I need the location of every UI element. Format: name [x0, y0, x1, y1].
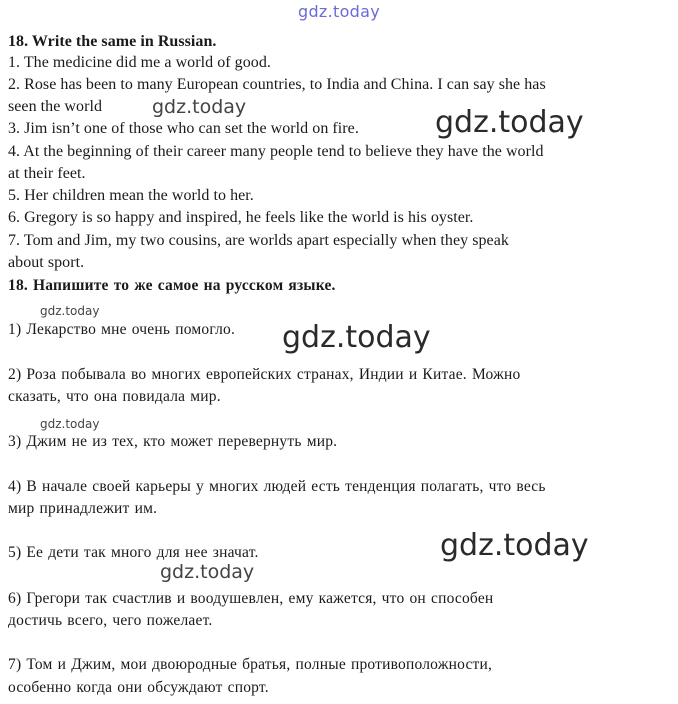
watermark-b: gdz.today: [435, 105, 584, 140]
english-line-8: 6. Gregory is so happy and inspired, he feels like the world is his oyster.: [8, 209, 474, 226]
english-line-5: 4. At the beginning of their career many people tend to believe they have the world: [8, 143, 544, 160]
watermark-top: gdz.today: [298, 2, 380, 21]
russian-line-5: 4) В начале своей карьеры у многих людей есть тенденция полагать, что весь: [8, 478, 546, 495]
english-line-3: seen the world: [8, 98, 103, 115]
russian-line-10: 7) Том и Джим, мои двоюродные братья, полные противоположности,: [8, 656, 493, 673]
english-line-4: 3. Jim isn’t one of those who can set the world on fire.: [8, 120, 359, 137]
english-line-10: about sport.: [8, 254, 85, 271]
russian-line-7: 5) Ее дети так много для нее значат.: [8, 544, 259, 561]
russian-line-8: 6) Грегори так счастлив и воодушевлен, ему кажется, что он способен: [8, 590, 494, 607]
watermark-g: gdz.today: [160, 561, 255, 583]
russian-line-6: мир принадлежит им.: [8, 500, 158, 517]
english-heading: 18. Write the same in Russian.: [8, 33, 217, 50]
watermark-f: gdz.today: [440, 528, 589, 563]
watermark-e: gdz.today: [40, 417, 100, 431]
russian-line-1: 1) Лекарство мне очень помогло.: [8, 321, 236, 338]
russian-line-2: 2) Роза побывала во многих европейских странах, Индии и Китае. Можно: [8, 366, 521, 383]
russian-heading: 18. Напишите то же самое на русском языке.: [8, 277, 336, 294]
english-line-2: 2. Rose has been to many European countries, to India and China. I can say she has: [8, 76, 546, 93]
russian-line-9: достичь всего, чего пожелает.: [8, 612, 213, 629]
russian-line-4: 3) Джим не из тех, кто может перевернуть мир.: [8, 433, 338, 450]
watermark-c: gdz.today: [40, 304, 100, 318]
watermark-d: gdz.today: [282, 320, 431, 355]
english-line-7: 5. Her children mean the world to her.: [8, 187, 254, 204]
russian-line-3: сказать, что она повидала мир.: [8, 388, 221, 405]
watermark-a: gdz.today: [152, 96, 247, 118]
english-line-9: 7. Tom and Jim, my two cousins, are worlds apart especially when they speak: [8, 232, 509, 249]
english-line-1: 1. The medicine did me a world of good.: [8, 54, 271, 71]
english-line-6: at their feet.: [8, 165, 86, 182]
russian-line-11: особенно когда они обсуждают спорт.: [8, 679, 269, 696]
